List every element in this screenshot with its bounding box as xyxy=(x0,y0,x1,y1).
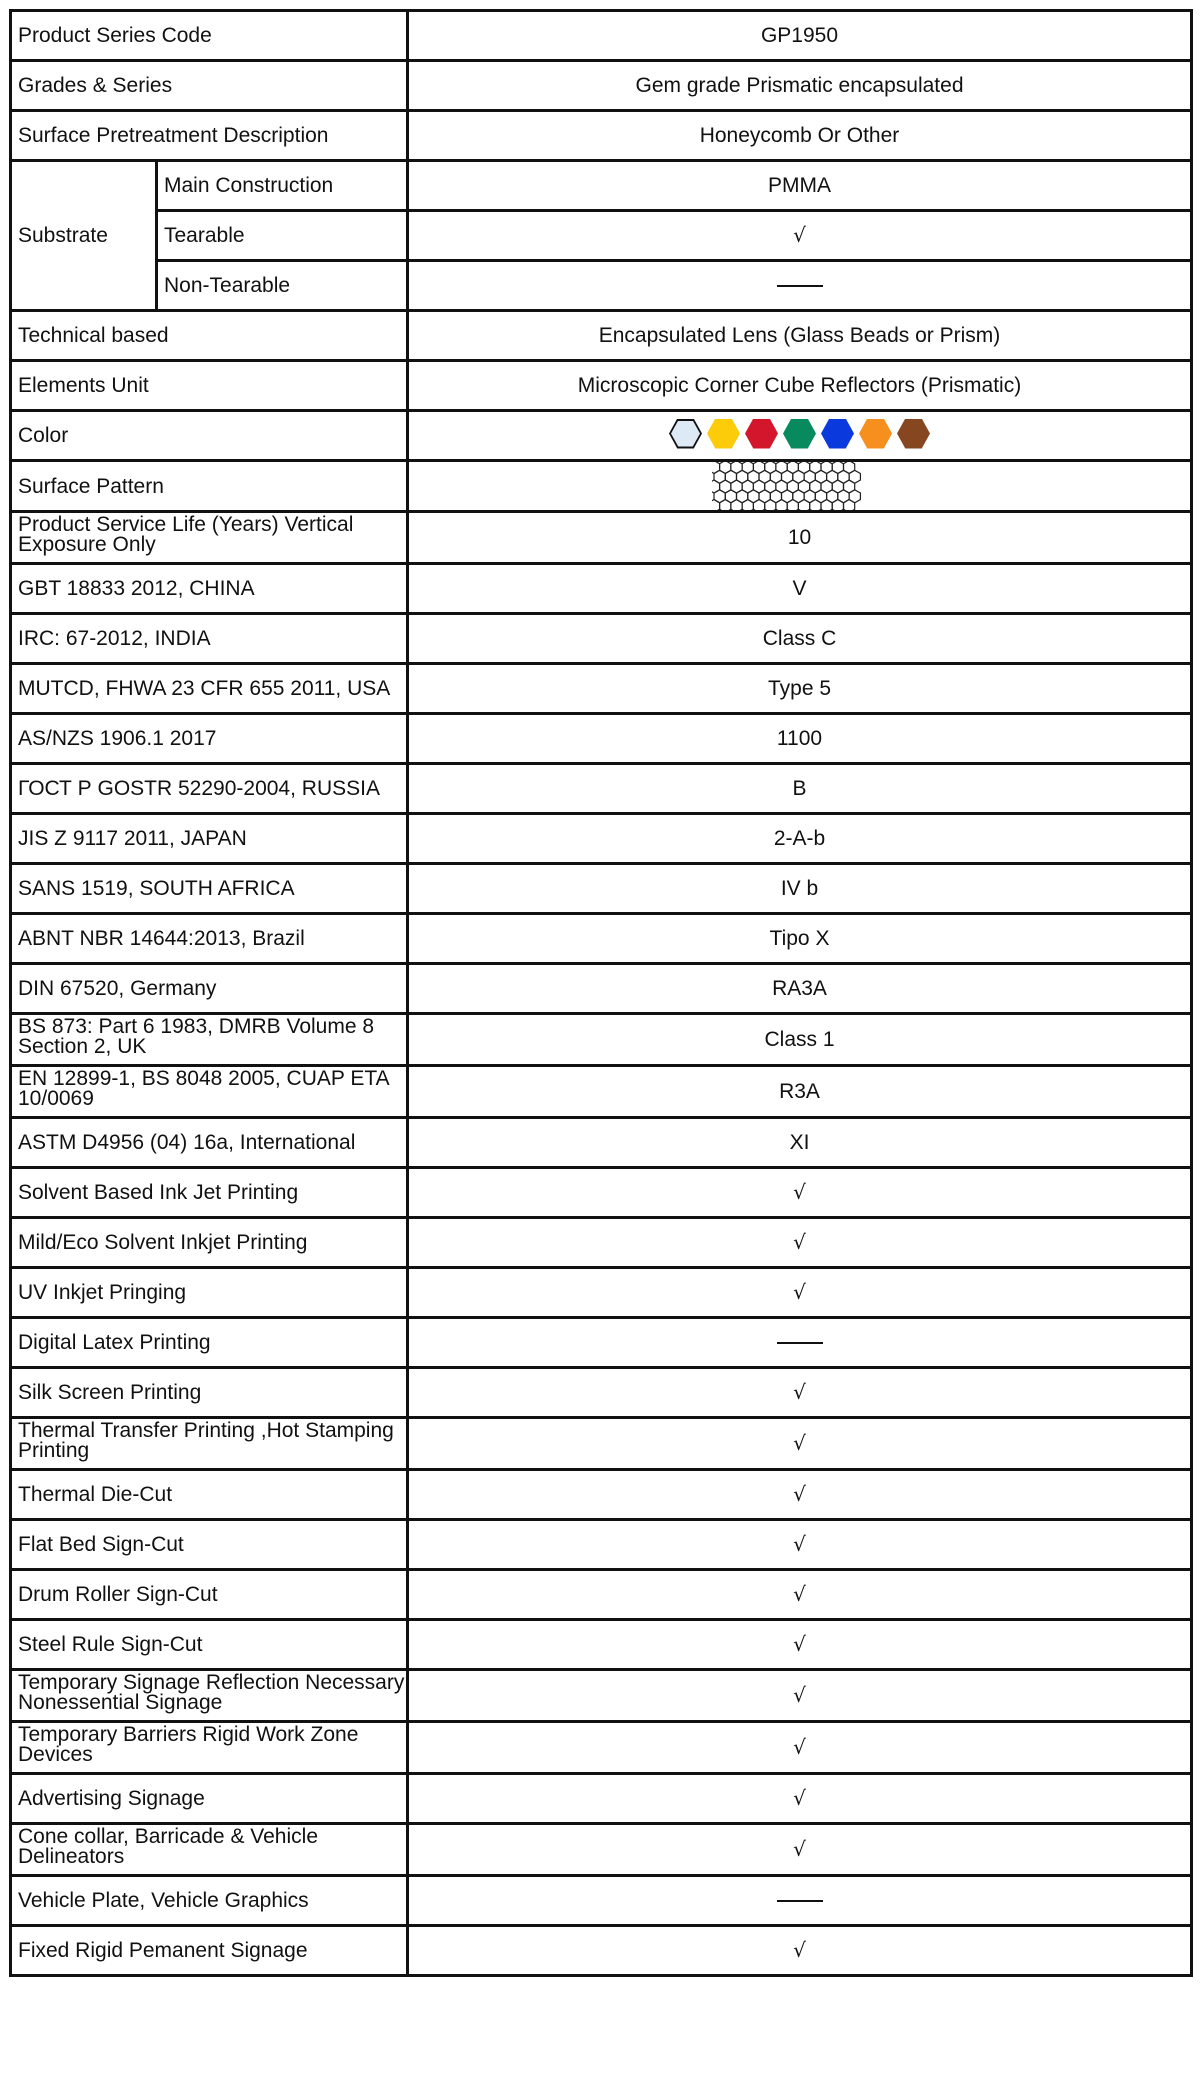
checkmark-icon xyxy=(408,1168,1192,1218)
color-hexagon-orange xyxy=(859,419,892,449)
spec-row-en-12899-1-bs-8048-2005-cuap-eta-10-0069 xyxy=(11,1066,1192,1118)
spec-row-substrate-tearable xyxy=(11,211,1192,261)
spec-label: Grades & Series xyxy=(11,61,408,111)
spec-row-irc-67-2012-india xyxy=(11,614,1192,664)
spec-label: DIN 67520, Germany xyxy=(11,964,408,1014)
spec-row-steel-rule-sign-cut xyxy=(11,1620,1192,1670)
checkmark-icon xyxy=(408,1670,1192,1722)
spec-value: V xyxy=(408,564,1192,614)
spec-label: ASTM D4956 (04) 16a, International xyxy=(11,1118,408,1168)
spec-label: Surface Pretreatment Description xyxy=(11,111,408,161)
spec-label: Cone collar, Barricade & Vehicle Delineators xyxy=(11,1824,408,1876)
spec-label: Surface Pattern xyxy=(11,461,408,512)
spec-row-temporary-signage-reflection-necessary-nonessential-signage xyxy=(11,1670,1192,1722)
spec-value: Encapsulated Lens (Glass Beads or Prism) xyxy=(408,311,1192,361)
spec-row-drum-roller-sign-cut xyxy=(11,1570,1192,1620)
checkmark-icon xyxy=(408,1268,1192,1318)
honeycomb-cell xyxy=(787,500,798,511)
checkmark-icon xyxy=(408,1620,1192,1670)
spec-row-substrate-main-construction xyxy=(11,161,1192,211)
checkmark-icon xyxy=(408,1774,1192,1824)
spec-value: Class 1 xyxy=(408,1014,1192,1066)
checkmark-icon: √ xyxy=(793,1532,806,1556)
checkmark-icon: √ xyxy=(793,1786,806,1810)
product-spec-table xyxy=(9,9,1193,1977)
spec-row-mild-eco-solvent-inkjet-printing xyxy=(11,1218,1192,1268)
spec-row-thermal-die-cut xyxy=(11,1470,1192,1520)
spec-row-thermal-transfer-printing-hot-stamping-printing xyxy=(11,1418,1192,1470)
spec-label: Temporary Barriers Rigid Work Zone Devices xyxy=(11,1722,408,1774)
checkmark-icon xyxy=(408,1218,1192,1268)
color-hexagon-white xyxy=(669,419,702,449)
spec-label: ГОСТ Р GOSTR 52290-2004, RUSSIA xyxy=(11,764,408,814)
honeycomb-cell xyxy=(712,500,720,511)
spec-row-surface-pretreatment-description xyxy=(11,111,1192,161)
spec-value: 10 xyxy=(408,512,1192,564)
spec-value: B xyxy=(408,764,1192,814)
color-hexagon-yellow xyxy=(707,419,740,449)
color-hexagon-red xyxy=(745,419,778,449)
spec-value: R3A xyxy=(408,1066,1192,1118)
spec-label: Mild/Eco Solvent Inkjet Printing xyxy=(11,1218,408,1268)
checkmark-icon xyxy=(408,1368,1192,1418)
not-applicable-dash xyxy=(408,261,1192,311)
spec-row-product-service-life-years-vertical-exposure-only xyxy=(11,512,1192,564)
checkmark-icon: √ xyxy=(793,1230,806,1254)
spec-row-advertising-signage xyxy=(11,1774,1192,1824)
spec-value: Type 5 xyxy=(408,664,1192,714)
spec-label: Elements Unit xyxy=(11,361,408,411)
dash-icon xyxy=(777,1342,823,1344)
spec-label: Color xyxy=(11,411,408,461)
spec-value: Tipo X xyxy=(408,914,1192,964)
dash-icon xyxy=(777,285,823,287)
spec-label: Fixed Rigid Pemanent Signage xyxy=(11,1926,408,1976)
checkmark-icon xyxy=(408,1926,1192,1976)
spec-row-elements-unit xyxy=(11,361,1192,411)
spec-row-digital-latex-printing xyxy=(11,1318,1192,1368)
checkmark-icon: √ xyxy=(793,1482,806,1506)
substrate-label: Substrate xyxy=(11,161,157,311)
spec-label: GBT 18833 2012, CHINA xyxy=(11,564,408,614)
spec-label: JIS Z 9117 2011, JAPAN xyxy=(11,814,408,864)
dash-icon xyxy=(777,1900,823,1902)
honeycomb-cell xyxy=(742,500,753,511)
spec-value: Class C xyxy=(408,614,1192,664)
spec-row-astm-d4956-04-16a-international xyxy=(11,1118,1192,1168)
honeycomb-cell xyxy=(832,500,843,511)
spec-label: Product Series Code xyxy=(11,11,408,61)
checkmark-icon: √ xyxy=(793,1683,806,1707)
checkmark-icon xyxy=(408,1570,1192,1620)
spec-row-silk-screen-printing xyxy=(11,1368,1192,1418)
not-applicable-dash xyxy=(408,1876,1192,1926)
spec-row-bs-873-part-6-1983-dmrb-volume-8-section-2-uk xyxy=(11,1014,1192,1066)
spec-value: GP1950 xyxy=(408,11,1192,61)
spec-label: MUTCD, FHWA 23 CFR 655 2011, USA xyxy=(11,664,408,714)
surface-pattern xyxy=(408,461,1192,512)
checkmark-icon: √ xyxy=(793,1938,806,1962)
honeycomb-cell xyxy=(809,500,820,511)
checkmark-icon xyxy=(408,1824,1192,1876)
spec-row-fixed-rigid-pemanent-signage xyxy=(11,1926,1192,1976)
spec-label: Technical based xyxy=(11,311,408,361)
checkmark-icon xyxy=(408,1418,1192,1470)
spec-row-vehicle-plate-vehicle-graphics xyxy=(11,1876,1192,1926)
spec-label: Temporary Signage Reflection Necessary Nonessential Signage xyxy=(11,1670,408,1722)
spec-sublabel: Tearable xyxy=(157,211,408,261)
spec-value: Honeycomb Or Other xyxy=(408,111,1192,161)
checkmark-icon xyxy=(408,1520,1192,1570)
spec-row-temporary-barriers-rigid-work-zone-devices xyxy=(11,1722,1192,1774)
spec-row-cone-collar-barricade-vehicle-delineators xyxy=(11,1824,1192,1876)
spec-row-uv-inkjet-pringing xyxy=(11,1268,1192,1318)
spec-label: Advertising Signage xyxy=(11,1774,408,1824)
spec-value: RA3A xyxy=(408,964,1192,1014)
spec-row-substrate-non-tearable xyxy=(11,261,1192,311)
spec-label: EN 12899-1, BS 8048 2005, CUAP ETA 10/0069 xyxy=(11,1066,408,1118)
spec-label: Product Service Life (Years) Vertical Exposure Only xyxy=(11,512,408,564)
spec-label: BS 873: Part 6 1983, DMRB Volume 8 Section 2, UK xyxy=(11,1014,408,1066)
spec-label: Silk Screen Printing xyxy=(11,1368,408,1418)
spec-row-sans-1519-south-africa xyxy=(11,864,1192,914)
spec-sublabel: Non-Tearable xyxy=(157,261,408,311)
spec-label: IRC: 67-2012, INDIA xyxy=(11,614,408,664)
checkmark-icon: √ xyxy=(793,1837,806,1861)
spec-label: Thermal Die-Cut xyxy=(11,1470,408,1520)
spec-row-gostr-52290-2004-russia xyxy=(11,764,1192,814)
honeycomb-cell xyxy=(730,500,741,511)
spec-value: IV b xyxy=(408,864,1192,914)
spec-value: XI xyxy=(408,1118,1192,1168)
honeycomb-cell xyxy=(821,500,832,511)
spec-sublabel: Main Construction xyxy=(157,161,408,211)
spec-row-color xyxy=(11,411,1192,461)
spec-label: Digital Latex Printing xyxy=(11,1318,408,1368)
color-hexagon-brown xyxy=(897,419,930,449)
color-hexagon-green xyxy=(783,419,816,449)
spec-row-jis-z-9117-2011-japan xyxy=(11,814,1192,864)
spec-value: PMMA xyxy=(408,161,1192,211)
spec-label: Drum Roller Sign-Cut xyxy=(11,1570,408,1620)
spec-label: UV Inkjet Pringing xyxy=(11,1268,408,1318)
honeycomb-cell xyxy=(764,500,775,511)
honeycomb-cell xyxy=(712,462,720,474)
checkmark-icon: √ xyxy=(793,1632,806,1656)
checkmark-icon: √ xyxy=(793,1180,806,1204)
honeycomb-cell xyxy=(798,500,809,511)
honeycomb-cell xyxy=(775,500,786,511)
honeycomb-cell xyxy=(753,500,764,511)
checkmark-icon xyxy=(408,1470,1192,1520)
spec-row-grades-series xyxy=(11,61,1192,111)
color-hexagon-blue xyxy=(821,419,854,449)
spec-value: Microscopic Corner Cube Reflectors (Prismatic) xyxy=(408,361,1192,411)
spec-label: Solvent Based Ink Jet Printing xyxy=(11,1168,408,1218)
spec-row-din-67520-germany xyxy=(11,964,1192,1014)
spec-row-solvent-based-ink-jet-printing xyxy=(11,1168,1192,1218)
spec-value: Gem grade Prismatic encapsulated xyxy=(408,61,1192,111)
honeycomb-cell xyxy=(843,500,854,511)
checkmark-icon xyxy=(408,1722,1192,1774)
spec-value: 1100 xyxy=(408,714,1192,764)
spec-row-gbt-18833-2012-china xyxy=(11,564,1192,614)
checkmark-icon: √ xyxy=(793,223,806,247)
checkmark-icon: √ xyxy=(793,1735,806,1759)
spec-row-product-series-code xyxy=(11,11,1192,61)
spec-row-technical-based xyxy=(11,311,1192,361)
spec-row-surface-pattern xyxy=(11,461,1192,512)
spec-label: Steel Rule Sign-Cut xyxy=(11,1620,408,1670)
spec-row-abnt-nbr-14644-2013-brazil xyxy=(11,914,1192,964)
spec-row-mutcd-fhwa-23-cfr-655-2011-usa xyxy=(11,664,1192,714)
spec-label: AS/NZS 1906.1 2017 xyxy=(11,714,408,764)
spec-label: Vehicle Plate, Vehicle Graphics xyxy=(11,1876,408,1926)
checkmark-icon: √ xyxy=(793,1582,806,1606)
spec-label: ABNT NBR 14644:2013, Brazil xyxy=(11,914,408,964)
spec-label: Thermal Transfer Printing ,Hot Stamping Printing xyxy=(11,1418,408,1470)
checkmark-icon xyxy=(408,211,1192,261)
spec-row-as-nzs-1906-1-2017 xyxy=(11,714,1192,764)
spec-label: SANS 1519, SOUTH AFRICA xyxy=(11,864,408,914)
not-applicable-dash xyxy=(408,1318,1192,1368)
checkmark-icon: √ xyxy=(793,1280,806,1304)
honeycomb-pattern-icon xyxy=(712,462,888,510)
spec-value: 2-A-b xyxy=(408,814,1192,864)
spec-label: Flat Bed Sign-Cut xyxy=(11,1520,408,1570)
honeycomb-cell xyxy=(719,500,730,511)
checkmark-icon: √ xyxy=(793,1431,806,1455)
color-swatches xyxy=(408,411,1192,461)
spec-row-flat-bed-sign-cut xyxy=(11,1520,1192,1570)
checkmark-icon: √ xyxy=(793,1380,806,1404)
